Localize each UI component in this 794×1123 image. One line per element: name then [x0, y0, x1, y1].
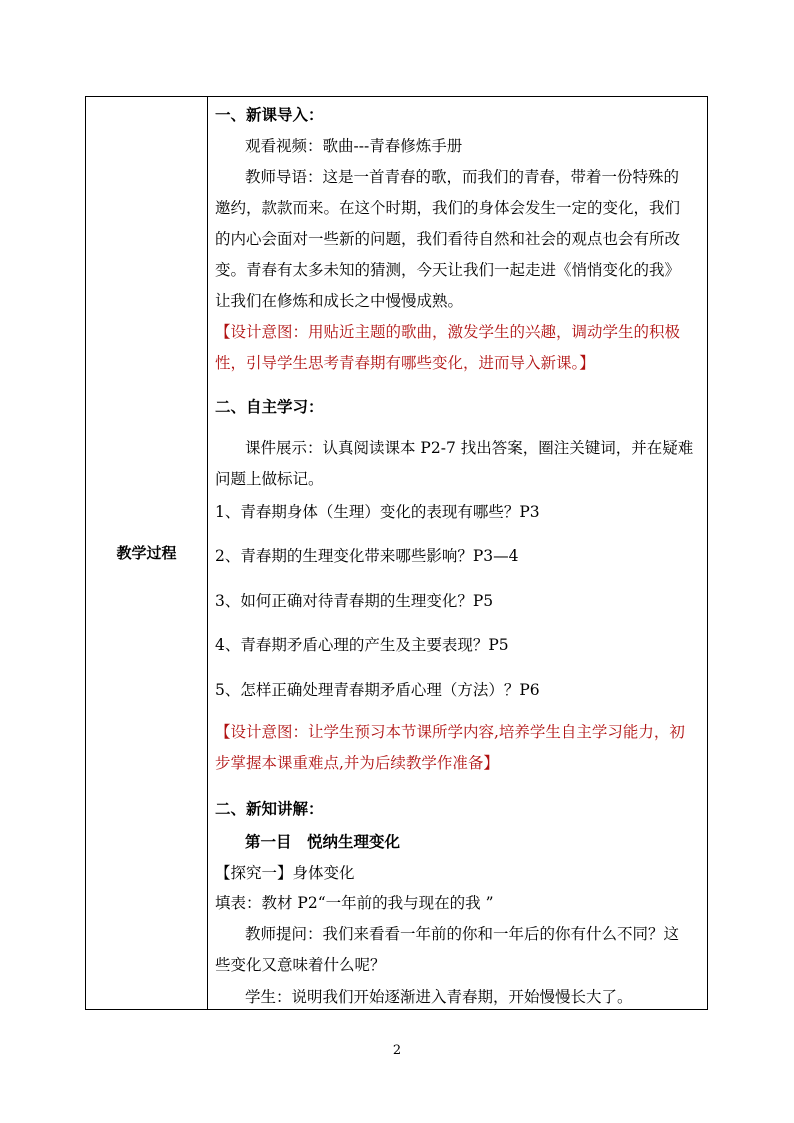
page-number: 2 [392, 1043, 402, 1058]
design-intent-note: 性，引导学生思考青春期有哪些变化，进而导入新课。】 [215, 354, 595, 372]
text-line: 【探究一】身体变化 [215, 864, 355, 882]
design-intent-note: 【设计意图：用贴近主题的歌曲，激发学生的兴趣，调动学生的积极 [215, 323, 681, 341]
text-line: 些变化又意味着什么呢？ [215, 956, 386, 974]
text-line: 邀约，款款而来。在这个时期，我们的身体会发生一定的变化，我们 [215, 199, 681, 217]
text-line: 教师导语：这是一首青春的歌，而我们的青春，带着一份特殊的 [245, 168, 680, 186]
row-label: 教学过程 [116, 544, 177, 562]
question-item: 1、青春期身体（生理）变化的表现有哪些？P3 [215, 503, 540, 521]
question-item: 3、如何正确对待青春期的生理变化？P5 [215, 592, 494, 610]
text-line: 让我们在修炼和成长之中慢慢成熟。 [215, 292, 464, 310]
lesson-table [85, 96, 708, 1010]
question-item: 4、青春期矛盾心理的产生及主要表现？P5 [215, 636, 509, 654]
text-line: 学生：说明我们开始逐渐进入青春期，开始慢慢长大了。 [245, 988, 633, 1006]
design-intent-note: 步掌握本课重难点,并为后续教学作准备】 [215, 754, 499, 772]
text-line: 的内心会面对一些新的问题，我们看待自然和社会的观点也会有所改 [215, 230, 681, 248]
text-line: 课件展示：认真阅读课本 P2-7 找出答案，圈注关键词，并在疑难 [245, 439, 694, 457]
column-divider [207, 97, 208, 1009]
text-line: 问题上做标记。 [215, 470, 324, 488]
design-intent-note: 【设计意图：让学生预习本节课所学内容,培养学生自主学习能力，初 [215, 723, 685, 741]
text-line: 观看视频：歌曲---青春修炼手册 [245, 137, 463, 155]
section-heading-new-knowledge: 二、新知讲解： [215, 799, 324, 818]
text-line: 填表：教材 P2“一年前的我与现在的我 ” [215, 894, 494, 912]
text-line: 变。青春有太多未知的猜测，今天让我们一起走进《悄悄变化的我》 [215, 261, 681, 279]
question-item: 5、怎样正确处理青春期矛盾心理（方法）？P6 [215, 681, 540, 699]
section-heading-intro: 一、新课导入： [215, 105, 324, 124]
text-line: 教师提问：我们来看看一年前的你和一年后的你有什么不同？这 [245, 925, 680, 943]
question-item: 2、青春期的生理变化带来哪些影响？P3—4 [215, 547, 519, 565]
subsection-heading: 第一目 悦纳生理变化 [245, 832, 401, 851]
section-heading-self-study: 二、自主学习： [215, 397, 324, 416]
